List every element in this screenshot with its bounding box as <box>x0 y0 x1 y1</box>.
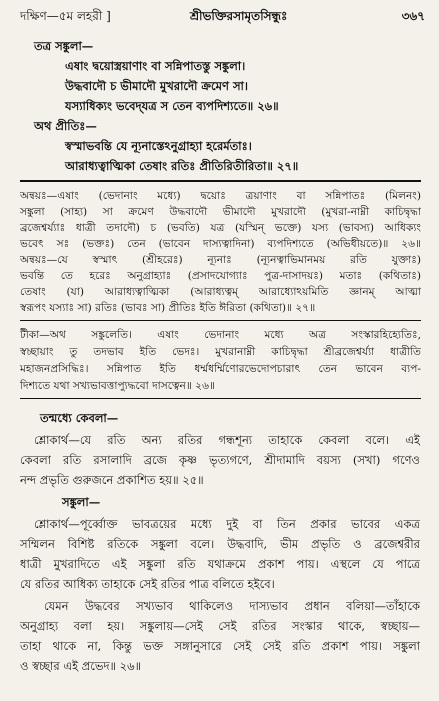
explanation-line: শ্লোকার্থ—যে রতি অন্য রতির গন্ধশূন্য তাহাকে কেবলা বলে। এই <box>34 433 420 447</box>
tika-line: মহাজনপ্রসিদ্ধিঃ। সন্নিপাত ইতি ধর্ম্মধর্ম্মিণোরভেদোপচারাৎ তেন ভাবেন ব্যপ- <box>20 363 421 375</box>
verse-line: উদ্ধবাদৌ চ ভীমাদৌ মুখরাদৌ ক্রমেণ সা। <box>65 79 249 93</box>
verse-line: স্বস্মাভবন্তি যে ন্যূনাস্তেঽনুগ্রাহ্যা হরের্মতাঃ। <box>65 139 252 153</box>
explanation-line: তাহা থাকে না, কিন্তু ভক্ত সঙ্গানুসারে সেই সেই রতি প্রকাশ পায়। সঙ্কুলা <box>20 639 420 653</box>
verse-line: আরাধ্যত্বাত্মিকা তেষাং রতিঃ প্রীতিরিতীরিতা॥ ২৭॥ <box>65 159 299 173</box>
section-divider <box>20 320 421 321</box>
tika-line: স্বচ্ছায়াং তু তদভাব ইতি ভেদঃ। মুখরানাম্নী কাচিদ্বৃদ্ধা শ্রীব্রজেশ্বর্য্যা ধাত্রীতি <box>20 346 421 358</box>
verse-heading-priti: অথ প্রীতিঃ— <box>34 119 97 133</box>
commentary-line: অন্বয়ঃ—যে স্বস্মাৎ (শ্রীহরেঃ) ন্যূনাঃ (ন্যূনত্বাভিমানময় রতি যুক্তাঃ) <box>20 254 421 266</box>
commentary-line: ভবন্তি তে হরেঃ অনুগ্রাহ্যাঃ (প্রসাদযোগ্যাঃ পুত্র-দাসাদয়ঃ) মতাঃ (কথিতাঃ) <box>20 270 421 282</box>
explanation-line: যেমন উদ্ধবের সখ্যভাব থাকিলেও দাস্যভাব প্রধান বলিয়া—তাঁহাকে <box>44 599 420 613</box>
subheading-kevala: তন্মধ্যে কেবলা— <box>40 411 119 425</box>
commentary-line: ভবেৎ সঃ (ভক্তঃ) তেন (ভাবেন দাস্যত্বাদিনা) ব্যপদিশ্যতে (অভিধীয়তে)॥ ২৬॥ <box>20 238 421 250</box>
explanation-line: কেবলা রতি রসালাদি ব্রজে কৃষ্ণ ভৃত্যগণে, শ্রীদামাদি বয়স্য (সখা) গণেও <box>20 453 420 467</box>
page-number: ৩৬৭ <box>401 9 425 23</box>
verse-line: এষাং দ্বয়োস্ত্রয়াণাং বা সন্নিপাতস্তু সঙ্কুলা। <box>65 59 246 73</box>
commentary-line: তেষাং (যা) আরাধ্যত্বাত্মিকা (আরাধ্যত্বম্‌ আরাধ্যোঽয়মিতি জ্ঞানম্‌ আত্মা <box>20 286 421 298</box>
explanation-line: ধাত্রী মুখরাদিতে এই সঙ্কুলা রতি যথাক্রমে প্রকাশ পায়। এস্থলে যে পাত্রে <box>20 557 420 571</box>
explanation-line: ও স্বচ্ছার এই প্রভেদ॥ ২৬॥ <box>20 659 142 673</box>
explanation-line: শ্লোকার্থ—পূর্ব্বোক্ত ভাবত্রয়ের মধ্যে দুই বা তিন প্রকার ভাবের একত্র <box>34 517 420 531</box>
section-divider <box>20 180 421 182</box>
explanation-line: সম্মিলন বিশিষ্ট রতিকে সঙ্কুলা বলে। উদ্ধবাদি, ভীম প্রভৃতি ও ব্রজেশ্বরীর <box>20 537 420 551</box>
book-title: শ্রীভক্তিরসামৃতসিন্ধুঃ <box>190 9 288 23</box>
subheading-sankula: সঙ্কুলা— <box>62 495 101 509</box>
tika-line: দিশ্যতে যথা সখ্যভাবত্তাপ্যুদ্ধবো দাসত্বেন॥ ২৬॥ <box>20 380 215 392</box>
verse-heading-sankula: তত্র সঙ্কুলা— <box>34 39 94 53</box>
explanation-line: যে রতির আধিক্য তাহাকে সেই রতির পাত্র বলিতে হইবে। <box>20 577 275 591</box>
verse-line: যস্যাধিক্যং ভবেদ্‌যত্র স তেন ব্যপদিশ্যতে॥ ২৬॥ <box>65 99 279 113</box>
chapter-label: দক্ষিণ—৫ম লহরী ] <box>20 9 111 23</box>
explanation-line: নন্দ প্রভৃতি গুরুজনে প্রকাশিত হয়॥ ২৫॥ <box>20 473 204 487</box>
section-divider <box>20 398 421 399</box>
commentary-line: স্বরূপং যস্যাঃ সা) রতিঃ (ভাবঃ সা) প্রীতিঃ ইতি ঈরিতা (কথিতা)॥ ২৭॥ <box>20 302 316 314</box>
tika-line: টীকা—অথ সঙ্কুলেতি। এষাং ভেদানাং মধ্যে অত্র সংস্কারহিহ্যেতিঃ, <box>20 329 421 341</box>
commentary-line: অন্বয়ঃ—এষাং (ভেদানাং মধ্যে) দ্বয়োঃ ত্রয়াণাং বা সন্নিপাতঃ (মিলনং) <box>20 190 421 202</box>
commentary-line: ব্রজেশ্বর্য্যাঃ ধাত্রী তদাদৌ) চ (ভবতি) যত্র (যস্মিন্‌ ভক্তে) যস্য (ভাবস্য) আধিক্যং <box>20 222 421 234</box>
explanation-line: অনুগ্রাহ্য বলা হয়। সঙ্কুলায়—সেই সেই রতির সংস্কার থাকে, স্বচ্ছায়— <box>20 619 420 633</box>
commentary-line: সঙ্কুলা (সাহ্য) সা ক্রমেণ উদ্ধবাদৌ ভীমাদৌ মুখরাদৌ (মুখরা-নাম্নী কাচিদ্বৃদ্ধা <box>20 206 421 218</box>
